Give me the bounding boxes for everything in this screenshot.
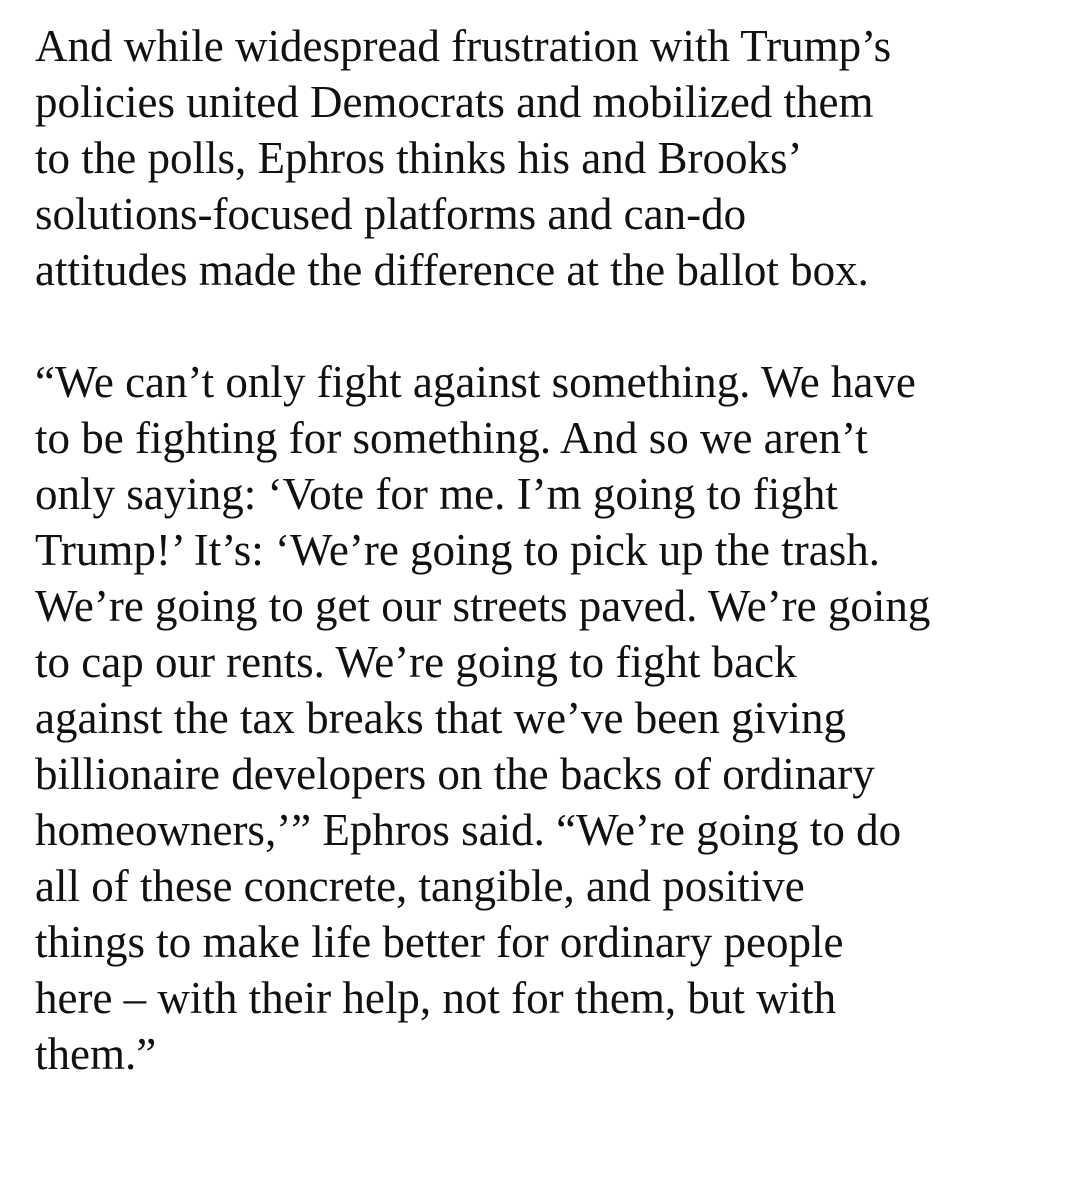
text-line: billionaire developers on the backs of ordinary — [35, 749, 875, 799]
text-line: attitudes made the difference at the ballot box. — [35, 245, 869, 295]
text-line: here – with their help, not for them, but with — [35, 973, 837, 1023]
text-line: And while widespread frustration with Trump’s — [35, 21, 892, 71]
text-line: “We can’t only fight against something. We have — [35, 357, 916, 407]
text-line: to cap our rents. We’re going to fight back — [35, 637, 797, 687]
text-line: all of these concrete, tangible, and positive — [35, 861, 805, 911]
text-line: We’re going to get our streets paved. We’re going — [35, 581, 931, 631]
text-line: to the polls, Ephros thinks his and Brooks’ — [35, 133, 803, 183]
text-line: solutions-focused platforms and can-do — [35, 189, 747, 239]
text-line: only saying: ‘Vote for me. I’m going to fight — [35, 469, 838, 519]
paragraph-spacer — [35, 298, 1075, 354]
text-line: to be fighting for something. And so we aren’t — [35, 413, 868, 463]
paragraph-1 — [35, 18, 1075, 298]
text-line: them.” — [35, 1029, 157, 1079]
text-line: things to make life better for ordinary people — [35, 917, 844, 967]
paragraph-2-quote — [35, 354, 1075, 1082]
article-body — [35, 18, 1075, 1082]
text-line: against the tax breaks that we’ve been giving — [35, 693, 846, 743]
text-line: policies united Democrats and mobilized them — [35, 77, 874, 127]
text-line: Trump!’ It’s: ‘We’re going to pick up the trash. — [35, 525, 880, 575]
text-line: homeowners,’” Ephros said. “We’re going to do — [35, 805, 902, 855]
